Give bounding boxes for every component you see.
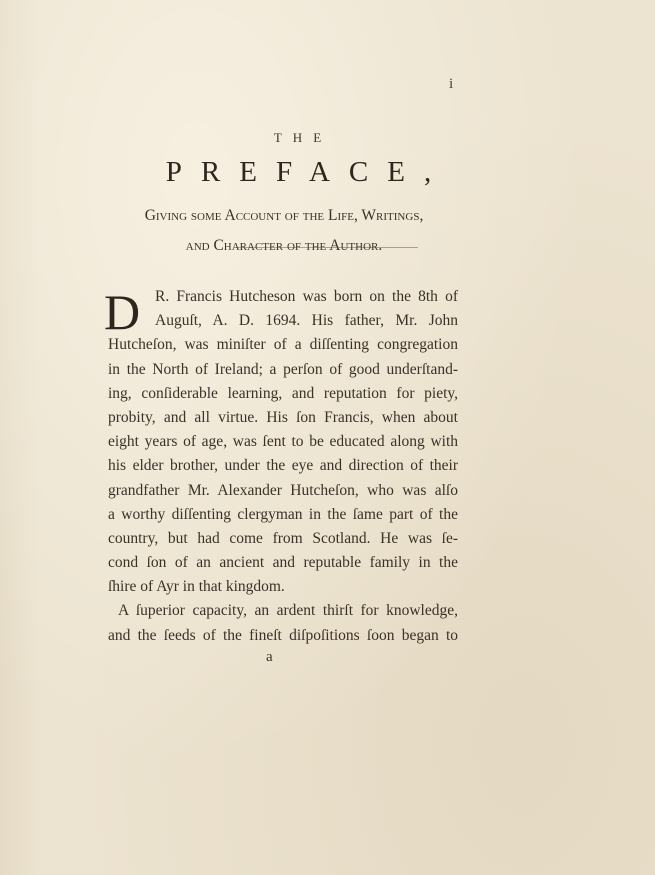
subtitle-line-2: and Character of the Author. [185,237,383,254]
body-line: and the ſeeds of the fineſt diſpoſitions ſoon began to [108,626,458,644]
body-line: eight years of age, was ſent to be educated along with [108,433,458,451]
body-line: ing, conſiderable learning, and reputation for piety, [108,384,458,402]
body-line: probity, and all virtue. His ſon Francis, when about [108,408,458,426]
heading-the: THE [273,130,333,145]
body-line: Hutcheſon, was miniſter of a diſſenting congregation [108,336,458,354]
subtitle-rule [236,247,418,248]
body-line: cond ſon of an ancient and reputable family in the [108,554,458,572]
body-line: R. Francis Hutcheson was born on the 8th of [155,288,458,305]
body-line: ſhire of Ayr in that kingdom. [108,578,285,596]
catchword: a [266,649,273,665]
body-text [108,285,458,648]
body-line: country, but had come from Scotland. He was ſe- [108,529,458,547]
body-line: his elder brother, under the eye and direction of their [108,457,458,475]
body-line: grandfather Mr. Alexander Hutcheſon, who was alſo [108,481,458,499]
page-number: i [449,76,454,92]
body-line: Auguſt, A. D. 1694. His father, Mr. John [155,312,458,330]
body-line: in the North of Ireland; a perſon of good underſtand- [108,360,458,378]
subtitle-line-1: Giving ſome Account of the Life, Writings, [144,207,424,224]
heading-preface: PREFACE, [165,156,451,188]
drop-cap: D [104,284,141,340]
body-line: a worthy diſſenting clergyman in the ſame part of the [108,505,458,523]
body-line: A ſuperior capacity, an ardent thirſt for knowledge, [118,602,458,620]
